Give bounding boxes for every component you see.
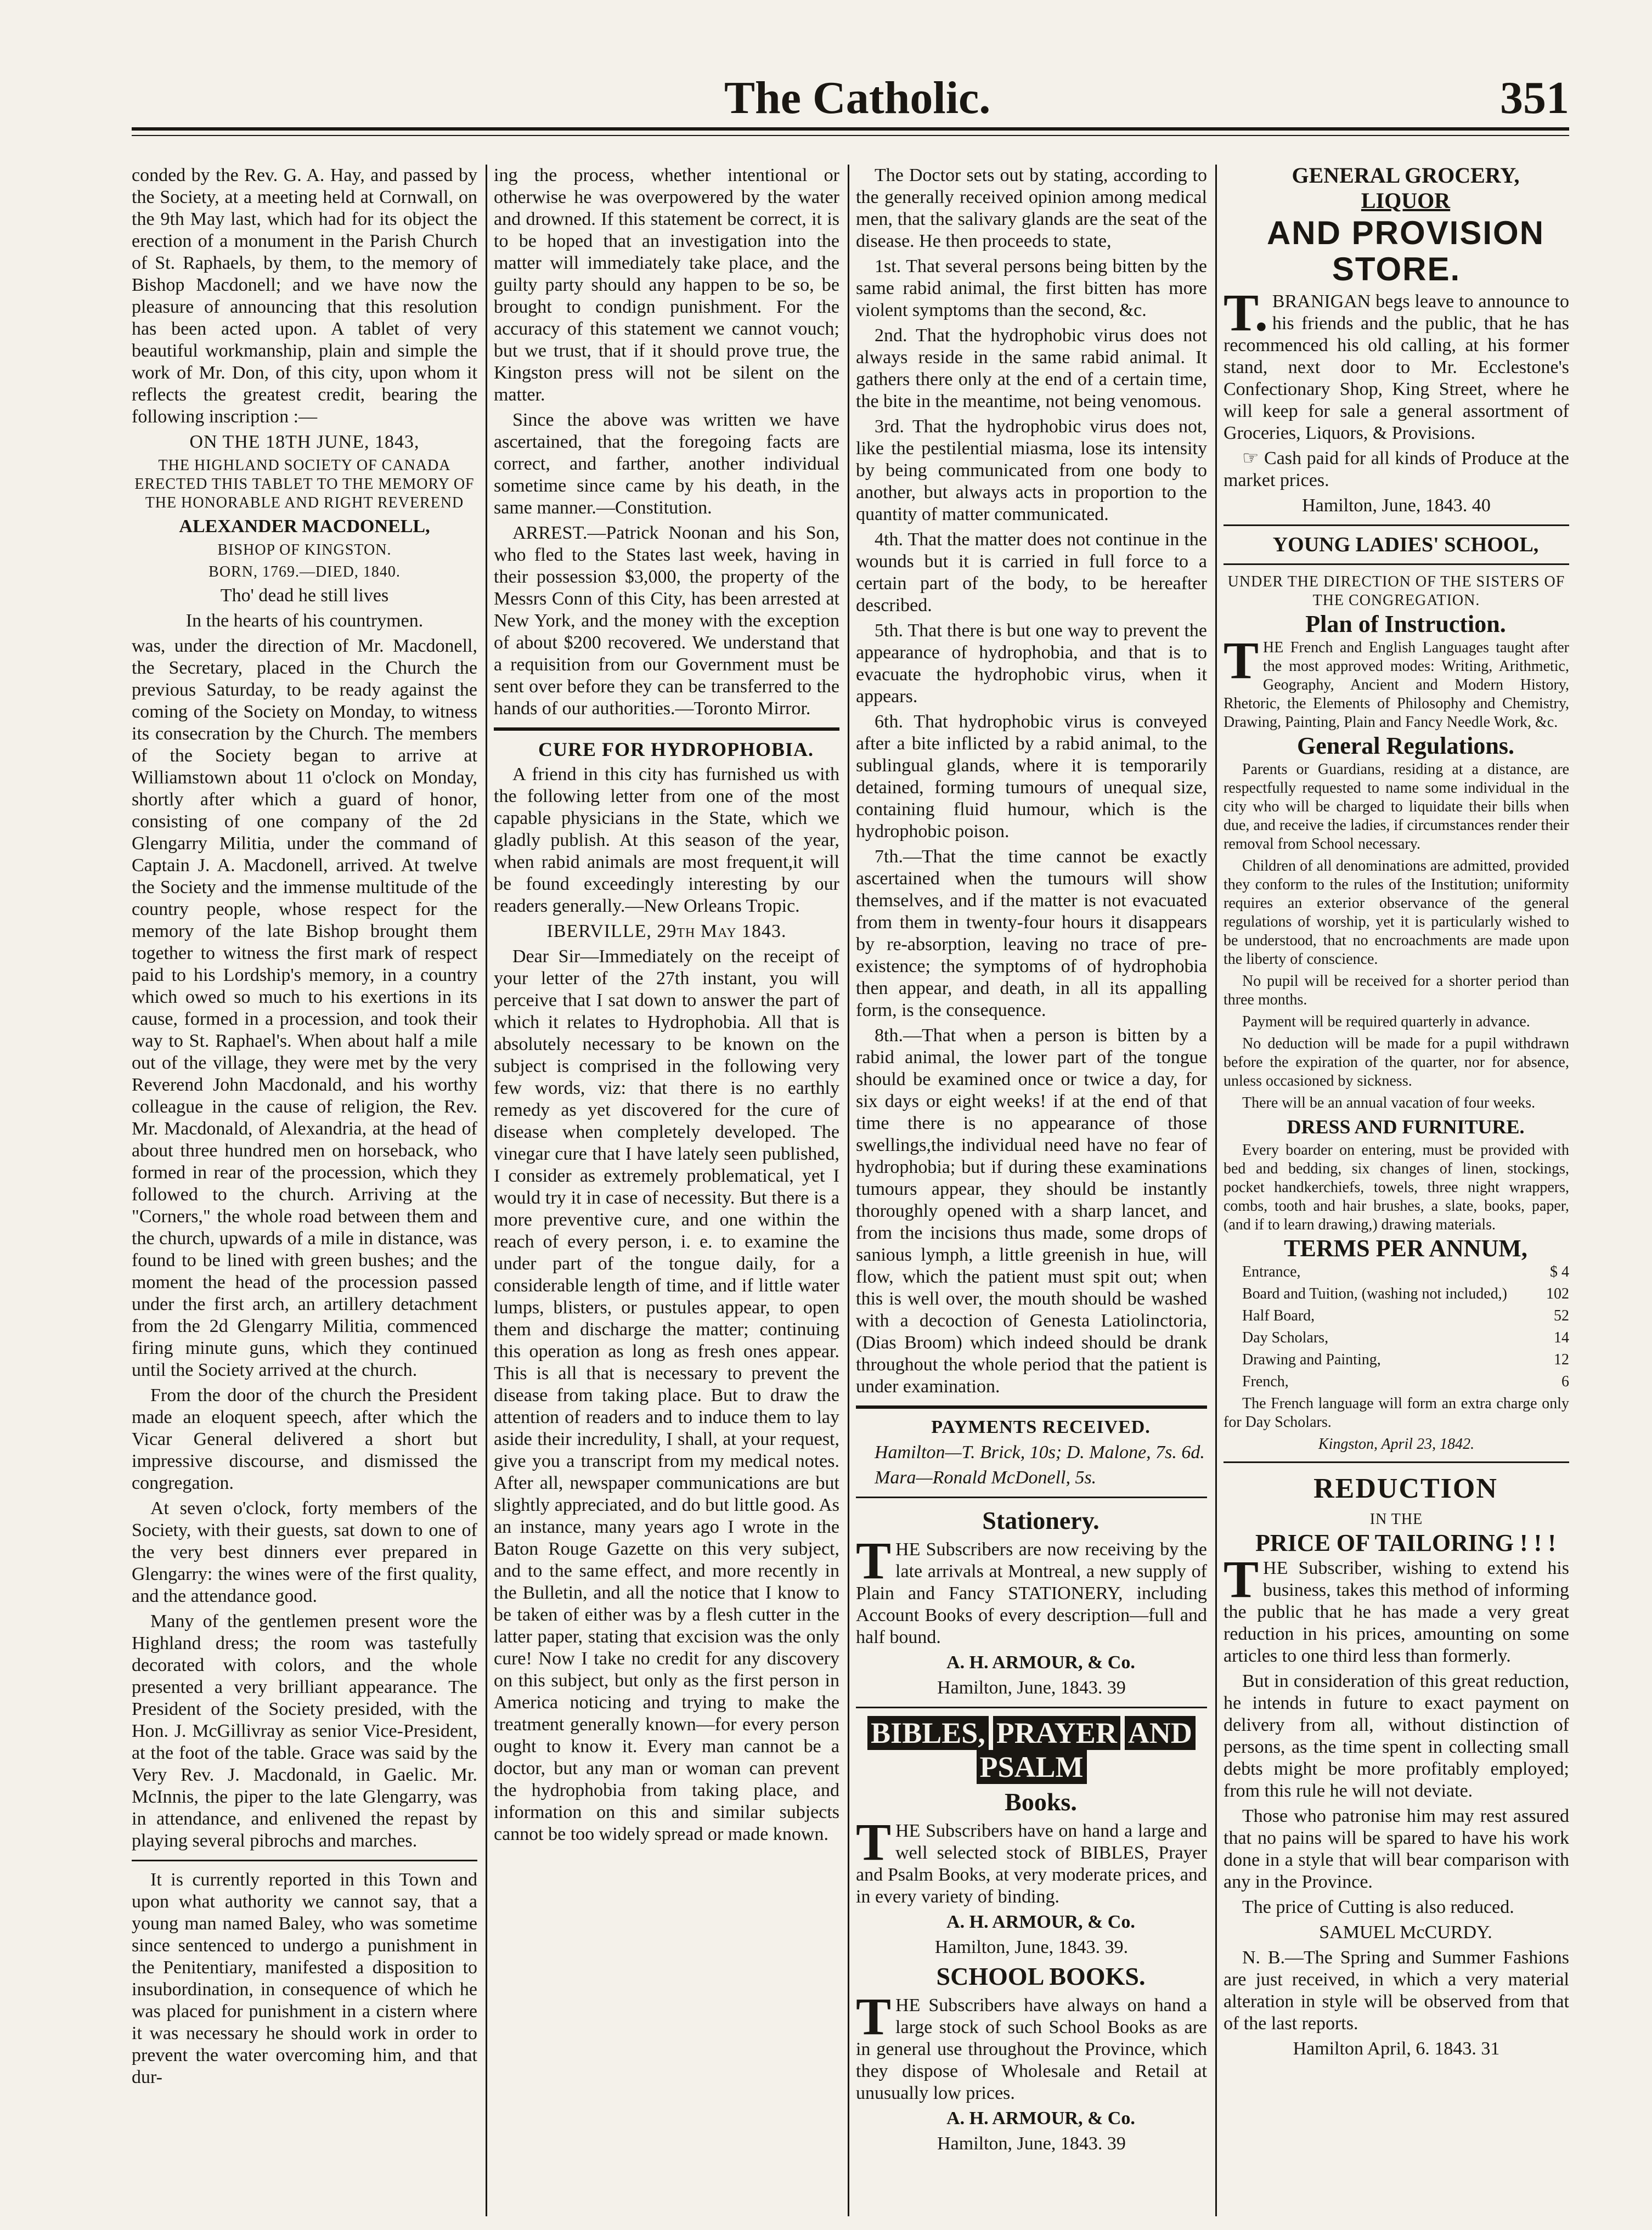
- ad-heading: General Regulations.: [1297, 732, 1514, 759]
- newspaper-title: The Catholic.: [724, 72, 991, 123]
- pointing-hand-icon: ☞: [1242, 448, 1265, 468]
- drop-cap: T: [856, 1531, 892, 1590]
- ad-body: BRANIGAN begs leave to announce to his friends and the public, that he has recommenced his old calling, at his former stand, next door to Mr. Ecclestone's Confectionary Shop, King Street, where he will keep for sale a general assortment of Groceries, Liquors, & Provisions.: [1224, 291, 1569, 443]
- inscription-line: ON THE 18TH JUNE, 1843,: [189, 432, 420, 452]
- terms-row: [1224, 1373, 1569, 1391]
- ad-signature: A. H. ARMOUR, & Co.: [946, 1652, 1135, 1673]
- terms-value: 12: [1554, 1351, 1569, 1368]
- ad-body: HE Subscriber, wishing to extend his business, takes this method of informing the public that he has made a very great reduction in his prices, amounting on some articles to one third less than formerly.: [1224, 1558, 1569, 1666]
- header-rule-thin: [132, 135, 1569, 136]
- ad-date: Hamilton April, 6. 1843. 31: [1293, 2039, 1500, 2059]
- terms-row: [1224, 1307, 1569, 1325]
- ad-body: No pupil will be received for a shorter period than three months.: [1224, 973, 1569, 1008]
- article-paragraph: 1st. That several persons being bitten by the same rabid animal, the first bitten has more violent symptoms than the second, &c.: [856, 256, 1207, 320]
- inscription-line: Tho' dead he still lives: [220, 585, 389, 606]
- ad-date: Kingston, April 23, 1842.: [1318, 1436, 1475, 1453]
- ad-subheading: IN THE: [1369, 1511, 1423, 1528]
- ad-heading: LIQUOR: [1361, 188, 1451, 213]
- ad-date: Hamilton, June, 1843. 40: [1302, 495, 1491, 516]
- payment-entry: Hamilton—T. Brick, 10s; D. Malone, 7s. 6d.: [875, 1442, 1205, 1463]
- drop-cap: T: [856, 1987, 892, 2046]
- article-paragraph: A friend in this city has furnished us with the following letter from one of the most capable physicians in the State, which we gladly publish. At this season of the year, when rabid animals are most frequent,it will be found exceedingly interesting by our readers generally.—New Orleans Tropic.: [494, 764, 839, 916]
- section-divider: [856, 1707, 1207, 1708]
- ad-body: The price of Cutting is also reduced.: [1242, 1897, 1514, 1917]
- column-2: [494, 165, 839, 2216]
- terms-value: 102: [1546, 1285, 1569, 1302]
- article-paragraph: From the door of the church the President made an eloquent speech, after which the Vicar General delivered a short but impressive discourse, and dismissed the congregation.: [132, 1385, 477, 1493]
- ad-body: Payment will be required quarterly in advance.: [1242, 1013, 1530, 1030]
- section-divider: [856, 1405, 1207, 1409]
- ad-body: Parents or Guardians, residing at a distance, are respectfully requested to name some individual in the city who will be charged to liquidate their bills when due, and receive the ladies, if circumstances render their removal from School necessary.: [1224, 761, 1569, 853]
- ad-heading: SCHOOL BOOKS.: [936, 1962, 1146, 1990]
- ad-date: Hamilton, June, 1843. 39: [937, 2133, 1126, 2154]
- bibles-banner: [856, 1716, 1207, 1784]
- ad-signature: A. H. ARMOUR, & Co.: [946, 1912, 1135, 1932]
- ad-heading: TERMS PER ANNUM,: [1284, 1235, 1527, 1262]
- ad-body: The French language will form an extra charge only for Day Scholars.: [1224, 1395, 1569, 1431]
- ad-body: Children of all denominations are admitted, provided they conform to the rules of the Institution; uniformity requires an exterior observance of the general regulations of worship, yet it is particularly wished to be understood, that no encroachments are made upon the liberty of conscience.: [1224, 857, 1569, 968]
- article-continued: conded by the Rev. G. A. Hay, and passed by the Society, at a meeting held at Cornwall, on the 9th May last, which had for its object the erection of a monument in the Parish Church of St. Raphaels, by them, to the memory of Bishop Macdonell; and we have now the pleasure of announcing that this resolution has been acted upon. A tablet of very beautiful workmanship, plain and simple the work of Mr. Don, of this city, upon whom it reflects the greatest credit, bearing the following inscription :—: [132, 165, 477, 427]
- ad-body: But in consideration of this great reduction, he intends in future to exact payment on delivery from all, without distinction of persons, as the time spent in collecting small debts might be more profitably employed; from this rule he will not deviate.: [1224, 1671, 1569, 1801]
- ad-heading: Stationery.: [982, 1506, 1100, 1534]
- article-paragraph: 8th.—That when a person is bitten by a rabid animal, the lower part of the tongue should be examined once or twice a day, for six days or eight weeks! if at the end of that time there is no appearance of those swellings,the individual need have no fear of hydrophobia; but if during these examinations tumours appear, they should be instantly thoroughly opened with a sharp lancet, and from the incisions thus made, some drops of sanious lymph, a little greenish in hue, will flow, which the patient must spit out; when this is well over, the mouth should be washed with a decoction of Genesta Latiolinctoria, (Dias Broom) which indeed should be drank throughout the whole period that the patient is under examination.: [856, 1025, 1207, 1397]
- terms-label: Day Scholars,: [1242, 1329, 1329, 1346]
- column-rule: [1215, 165, 1217, 2216]
- terms-row: [1224, 1329, 1569, 1347]
- article-paragraph: ARREST.—Patrick Noonan and his Son, who fled to the States last week, having in their possession $3,000, the property of the Messrs Conn of this City, has been arrested at New York, and the money with the exception of about $200 recovered. We understand that a requisition from our Government must be sent over before they can be transferred to the hands of our authorities.—Toronto Mirror.: [494, 523, 839, 719]
- banner-word: PRAYER: [993, 1716, 1120, 1750]
- ad-subheading: UNDER THE DIRECTION OF THE SISTERS OF THE CONGREGATION.: [1227, 573, 1565, 609]
- column-3: [856, 165, 1207, 2216]
- section-divider: [494, 727, 839, 731]
- banner-word: AND: [1125, 1716, 1196, 1750]
- ad-signature: A. H. ARMOUR, & Co.: [946, 2108, 1135, 2129]
- ad-body: There will be an annual vacation of four weeks.: [1242, 1094, 1536, 1111]
- drop-cap: T.: [1224, 283, 1268, 342]
- column-rule: [848, 165, 849, 2216]
- article-paragraph: 4th. That the matter does not continue in the wounds but it is carried in full force to a certain part of the body, to be hereafter described.: [856, 529, 1207, 616]
- banner-word: BIBLES,: [867, 1716, 989, 1750]
- header-rule: [132, 127, 1569, 131]
- page-number: 351: [1500, 72, 1569, 123]
- inscription-line: BORN, 1769.—DIED, 1840.: [208, 563, 401, 580]
- terms-label: Entrance,: [1242, 1263, 1301, 1280]
- ad-body: HE French and English Languages taught after the most approved modes: Writing, Arithmetic, Geography, Ancient and Modern History, Rhetoric, the Elements of Philosophy and Chemistry, Drawing, Painting, Plain and Fancy Needle Work, &c.: [1224, 639, 1569, 731]
- article-paragraph: Since the above was written we have ascertained, that the foregoing facts are correct, and farther, another individual sometime since came by his death, in the same manner.—Constitution.: [494, 410, 839, 518]
- article-paragraph: 2nd. That the hydrophobic virus does not always reside in the same rabid animal. It gathers there only at the end of a certain time, the bite in the meantime, not being venomous.: [856, 325, 1207, 411]
- drop-cap: T: [1224, 631, 1259, 690]
- terms-row: [1224, 1285, 1569, 1303]
- ad-heading-large: AND PROVISION STORE.: [1266, 214, 1545, 287]
- dateline: IBERVILLE, 29th May 1843.: [546, 921, 787, 941]
- ad-heading: YOUNG LADIES' SCHOOL,: [1272, 533, 1539, 556]
- inscription-line: BISHOP OF KINGSTON.: [217, 541, 392, 558]
- ad-body: HE Subscribers have always on hand a large stock of such School Books as are in general use throughout the Province, which they dispose of Wholesale and Retail at unusually low prices.: [856, 1995, 1207, 2103]
- terms-label: French,: [1242, 1373, 1289, 1390]
- article-paragraph: 7th.—That the time cannot be exactly ascertained when the tumours will show themselves, and if the matter is not evacuated from them in twenty-four hours it disappears by re-absorption, leaving no trace of pre-existence; the symptoms of of hydrophobia then appear, and death, in all its appalling form, is the consequence.: [856, 846, 1207, 1020]
- article-paragraph: At seven o'clock, forty members of the Society, with their guests, sat down to one of the very best dinners ever prepared in Glengarry: the wines were of the first quality, and the attendance good.: [132, 1498, 477, 1606]
- ad-body: Cash paid for all kinds of Produce at the market prices.: [1224, 448, 1569, 490]
- column-4: [1224, 165, 1569, 2216]
- ad-date: Hamilton, June, 1843. 39.: [934, 1937, 1129, 1957]
- article-heading: CURE FOR HYDROPHOBIA.: [538, 738, 814, 760]
- column-rule: [486, 165, 487, 2216]
- terms-value: $ 4: [1550, 1263, 1569, 1280]
- article-paragraph: 3rd. That the hydrophobic virus does not, like the pestilential miasma, lose its intensity by being communicated from one body to another, but always acts in proportion to the quantity of matter communicated.: [856, 416, 1207, 524]
- ad-heading-large: REDUCTION: [1313, 1473, 1498, 1504]
- column-1: [132, 165, 477, 2216]
- section-divider: [856, 1497, 1207, 1498]
- ad-date: Hamilton, June, 1843. 39: [937, 1678, 1126, 1698]
- terms-row: [1224, 1263, 1569, 1281]
- payments-heading: PAYMENTS RECEIVED.: [931, 1417, 1151, 1437]
- ad-heading: GENERAL GROCERY,: [1292, 165, 1520, 188]
- inscription-name: ALEXANDER MACDONELL,: [179, 516, 430, 537]
- terms-label: Board and Tuition, (washing not included,): [1242, 1285, 1507, 1302]
- ad-body: Those who patronise him may rest assured that no pains will be spared to have his work done in a style that will bear comparison with any in the Province.: [1224, 1806, 1569, 1892]
- ad-body: Every boarder on entering, must be provided with bed and bedding, six changes of linen, stockings, pocket handkerchiefs, towels, three night wrappers, combs, tooth and hair brushes, a slate, books, paper,(and if to learn drawing,) drawing materials.: [1224, 1142, 1569, 1233]
- terms-row: [1224, 1351, 1569, 1369]
- article-paragraph: 5th. That there is but one way to prevent the appearance of hydrophobia, and that is to evacuate the hydrophobic virus, when it appears.: [856, 620, 1207, 707]
- terms-label: Drawing and Painting,: [1242, 1351, 1381, 1368]
- ad-heading: Books.: [1005, 1788, 1077, 1816]
- ad-signature: SAMUEL McCURDY.: [1319, 1922, 1492, 1943]
- section-divider: [1224, 1461, 1569, 1463]
- ad-body: HE Subscribers are now receiving by the late arrivals at Montreal, a new supply of Plain and Fancy STATIONERY, including Account Books of every description—full and half bound.: [856, 1539, 1207, 1647]
- banner-word: PSALM: [977, 1750, 1087, 1784]
- payment-entry: Mara—Ronald McDonell, 5s.: [875, 1467, 1097, 1488]
- article-paragraph: Many of the gentlemen present wore the Highland dress; the room was tastefully decorated with colors, and the whole presented a very brilliant appearance. The President of the Society presided, with the Hon. J. McGillivray as senior Vice-President, at the foot of the table. Grace was said by the Very Rev. J. Macdonald, in Gaelic. Mr. McInnis, the piper to the late Glengarry, was in attendance, and enlivened the repast by playing several pibrochs and marches.: [132, 1611, 477, 1851]
- ad-heading: PRICE OF TAILORING ! ! !: [1255, 1529, 1556, 1556]
- ad-heading: DRESS AND FURNITURE.: [1287, 1116, 1525, 1138]
- section-divider: [1224, 563, 1569, 565]
- ad-body: HE Subscribers have on hand a large and well selected stock of BIBLES, Prayer and Psalm Books, at very moderate prices, and in every variety of binding.: [856, 1821, 1207, 1907]
- terms-value: 6: [1561, 1373, 1569, 1390]
- terms-value: 52: [1554, 1307, 1569, 1324]
- article-paragraph: was, under the direction of Mr. Macdonell, the Secretary, placed in the Church the previous Saturday, to be ready against the coming of the Society on Monday, to witness its consecration by the Church. The members of the Society began to arrive at Williamstown about 11 o'clock on Monday, shortly after which a guard of honor, consisting of one company of the 2d Glengarry Militia, under the command of Captain J. A. Macdonell, arrived. At twelve the Society and the immense multitude of the country people, whose respect for the memory of the late Bishop brought them together to witness the first mark of respect paid to his Lordship's memory, in a country which owed so much to his exertions in its cause, formed in a procession, and took their way to St. Raphael's. When about half a mile out of the village, they were met by the very Reverend John Macdonald, and his worthy colleague in the cause of religion, the Rev. Mr. Macdonald, of Alexandria, at the head of about three hundred men on horseback, who formed in rear of the procession, which they followed to the church. Arriving at the "Corners," the whole road between them and the church, upwards of a mile in distance, was found to be lined with green bushes; and the moment the head of the procession passed under the first arch, an artillery detachment from the 2d Glengarry Militia, commenced firing minute guns, which they continued until the Society arrived at the church.: [132, 636, 477, 1380]
- drop-cap: T: [1224, 1550, 1259, 1608]
- inscription-line: THE HIGHLAND SOCIETY OF CANADA ERECTED THIS TABLET TO THE MEMORY OF THE HONORABLE AND RIGHT REVEREND: [134, 457, 475, 511]
- terms-label: Half Board,: [1242, 1307, 1315, 1324]
- ad-body: No deduction will be made for a pupil withdrawn before the expiration of the quarter, nor for absence, unless occasioned by sickness.: [1224, 1035, 1569, 1089]
- inscription-line: In the hearts of his countrymen.: [185, 611, 424, 631]
- section-divider: [1224, 524, 1569, 526]
- terms-value: 14: [1554, 1329, 1569, 1346]
- article-paragraph: It is currently reported in this Town and upon what authority we cannot say, that a young man named Baley, who was sometime since sentenced to undergo a punishment in the Penitentiary, manifested a disposition to insubordination, in consequence of which he was placed for punishment in a cistern where it was necessary he should work in order to prevent the water overcoming him, and that dur-: [132, 1870, 477, 2087]
- section-divider: [132, 1860, 477, 1861]
- article-paragraph: Dear Sir—Immediately on the receipt of your letter of the 27th instant, you will perceive that I sat down to answer the part of which it relates to Hydrophobia. All that is absolutely necessary to be known on the subject is comprised in the following very few words, viz: that there is no earthly remedy as yet discovered for the cure of disease when completely developed. The vinegar cure that I have lately seen published, I consider as extremely problematical, yet I would try it in case of necessity. But there is a more preventive cure, and one within the reach of every person, i. e. to examine the under part of the tongue daily, for a considerable length of time, and if little water lumps, blisters, or pustules appear, to open them and discharge the matter; continuing this operation as long as fresh ones appear. This is all that is necessary to prevent the disease from taking place. But to draw the attention of readers and to induce them to lay aside their incredulity, I shall, at your request, give you a transcript from my medical notes. After all, newspaper communications are but slightly appreciated, and do but little good. As an instance, many years ago I wrote in the Baton Rouge Gazette on this very subject, and to the same effect, and more recently in the Bulletin, and all the notice that I know to be taken of either was by a flesh cutter in the latter paper, stating that excision was the only cure! Now I take no credit for any discovery on this subject, but only as the first person in America noticing and trying to make the treatment generally known—for every person ought to know it. Every man cannot be a doctor, but any man or woman can prevent the hydrophobia from taking place, and information on this and similar subjects cannot be too widely spread or made known.: [494, 946, 839, 1844]
- masthead: [132, 71, 1569, 132]
- drop-cap: T: [856, 1813, 892, 1871]
- article-continued: ing the process, whether intentional or otherwise he was overpowered by the water and drowned. If this statement be correct, it is to be hoped that an investigation into the matter will immediately take place, and the guilty party should any happen to be so, be brought to condign punishment. For the accuracy of this statement we cannot vouch; but we trust, that if it should prove true, the Kingston press will not be silent on the matter.: [494, 165, 839, 405]
- ad-body: N. B.—The Spring and Summer Fashions are just received, in which a very material alteration in style will be observed from that of the last reports.: [1224, 1947, 1569, 2034]
- ad-heading: Plan of Instruction.: [1305, 611, 1506, 637]
- article-paragraph: 6th. That hydrophobic virus is conveyed after a bite inflicted by a rabid animal, to the sublingual glands, where it is temporarily detained, forming tumours of unequal size, containing fluid humour, which is the hydrophobic poison.: [856, 712, 1207, 842]
- article-paragraph: The Doctor sets out by stating, according to the generally received opinion among medical men, that the salivary glands are the seat of the disease. He then proceeds to state,: [856, 165, 1207, 251]
